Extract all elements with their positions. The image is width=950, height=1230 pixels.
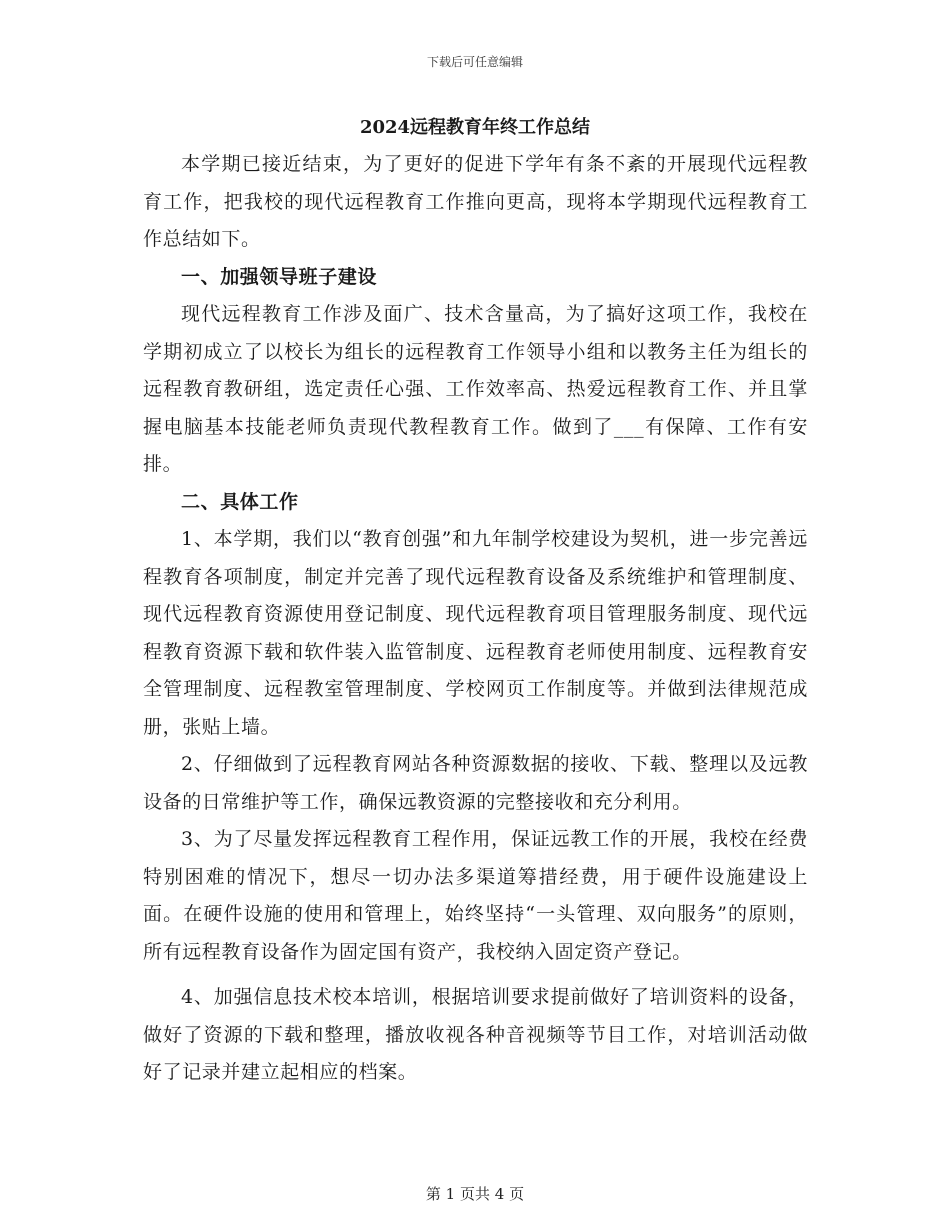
document-body	[143, 146, 808, 1092]
section-2-item-4: 4、加强信息技术校本培训，根据培训要求提前做好了培训资料的设备，做好了资源的下载和整理，播放收视各种音视频等节目工作，对培训活动做好了记录并建立起相应的档案。	[143, 986, 808, 1083]
document-title: 2024远程教育年终工作总结	[359, 117, 591, 138]
section-2-item-2: 2、仔细做到了远程教育网站各种资源数据的接收、下载、整理以及远教设备的日常维护等工作，确保远教资源的完整接收和充分利用。	[143, 753, 808, 813]
section-2-item-1: 1、本学期，我们以“教育创强”和九年制学校建设为契机，进一步完善远程教育各项制度，制定并完善了现代远程教育设备及系统维护和管理制度、现代远程教育资源使用登记制度、现代远程教育项目管理服务制度、现代远程教育资源下载和软件装入监管制度、远程教育老师使用制度、远程教育安全管理制度、远程教室管理制度、学校网页工作制度等。并做到法律规范成册，张贴上墙。	[143, 528, 808, 738]
header-note: 下载后可任意编辑	[426, 55, 523, 69]
section-2-heading: 二、具体工作	[181, 490, 299, 513]
section-2-item-3: 3、为了尽量发挥远程教育工程作用，保证远教工作的开展，我校在经费特别困难的情况下，想尽一切办法多渠道筹措经费，用于硬件设施建设上面。在硬件设施的使用和管理上，始终坚持“一头管理、双向服务”的原则，所有远程教育设备作为固定国有资产，我校纳入固定资产登记。	[143, 828, 808, 963]
section-1-paragraph: 现代远程教育工作涉及面广、技术含量高，为了搞好这项工作，我校在学期初成立了以校长为组长的远程教育工作领导小组和以教务主任为组长的远程教育教研组，选定责任心强、工作效率高、热爱远程教育工作、并且掌握电脑基本技能老师负责现代教程教育工作。做到了___有保障、工作有安排。	[143, 303, 808, 475]
section-1-heading: 一、加强领导班子建设	[181, 265, 378, 288]
page-number-footer: 第 1 页共 4 页	[425, 1185, 525, 1203]
intro-paragraph: 本学期已接近结束，为了更好的促进下学年有条不紊的开展现代远程教育工作，把我校的现代远程教育工作推向更高，现将本学期现代远程教育工作总结如下。	[143, 153, 808, 250]
paragraph-gap	[143, 971, 808, 979]
